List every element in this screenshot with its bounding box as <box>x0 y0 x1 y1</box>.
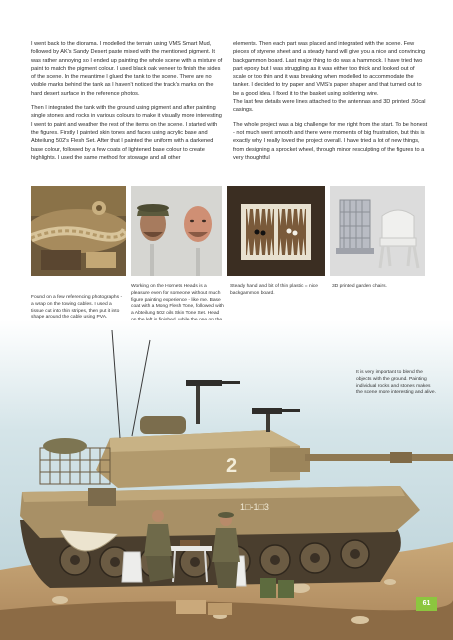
photo-towing-cable <box>31 186 126 276</box>
caption-board: Steady hand and bit of thin plastic = nice backgammon board. <box>230 284 318 296</box>
caption-towing: Found on a few referencing photographs - a wrap on the towing cables. I used a tissue cut into thin stripes, then put it into shape around the cable using PVA. <box>31 295 123 321</box>
paragraph: elements. Then each part was placed and integrated with the scene. Few pieces of styrene sheet and a steady hand will give you a nice and convincing backgammon board. Last major thing to do was a hammock. I have tried two part epoxy but I was struggling as it was either too thick and looked out of scale or too thin and it was breaking when modelled to accommodate the tanker. I decided to try paper and VMS's paper shaper and that turned out to be a good idea. I fixed it to the basket using soldering wire. The last few details were lines attached to the antennas and 3D printed .50cal casings. <box>233 41 426 114</box>
photo-diorama-tank <box>0 320 453 640</box>
hull-number-marking: 1□-1□3 <box>240 502 269 512</box>
photo-printed-chairs <box>330 186 425 276</box>
page-number: 61 <box>416 597 437 611</box>
paragraph: The whole project was a big challenge for me right from the start. To be honest - not much went smooth and there were moments of big frustration, but this is exactly why I really loved the project overall. I have tried a lot of new things, from designing a sprocket wheel, through minor resculpting of the figures to a very thoughtful <box>233 121 428 161</box>
photo-figure-heads <box>131 186 222 276</box>
article-column-right <box>233 40 429 168</box>
photo-backgammon-board <box>227 186 325 276</box>
caption-chairs: 3D printed garden chairs. <box>332 284 387 289</box>
paragraph: I went back to the diorama. I modelled the terrain using VMS Smart Mud, followed by AK's Sandy Desert paste mixed with the mentioned pigment. It was rather annoying so I ended up painting the whole scene with a mixture of paint to match the pigment colour. I used black oak veneer to finish the sides of the scene. In the meantime I glued the tank to the scene. There are no visible marks behind the tank as I haven't noticed the track's marks on the hard desert surface in the reference photos. <box>31 41 223 97</box>
article-column-left <box>31 40 224 168</box>
paragraph: Then I integrated the tank with the ground using pigment and after painting single stones and rocks in various colours to make it visually more interesting I went to paint and weather the rest of the items on the scene. I started with the figures. Firstly I painted skin tones and faces using acrylic base and Abteilung 502's Flesh Set. After that I painted the uniform with a darkened base colour, followed by a few coats of lightened base colour to create highlights. I used the same method for stowage and all other <box>31 105 222 161</box>
caption-heads: Working on the Hornets Heads is a pleasure even for someone without much figure painting experience - like me. Base coat with a Mong Flesh Tone, followed with a Abteilung 502 oils Skin Tone Set. Head <box>131 284 224 317</box>
caption-diorama: It is very important to blend the objects with the ground. Painting individual rocks and stones makes the scene more interesting and alive. <box>356 370 436 396</box>
turret-number-marking: 2 <box>226 455 238 477</box>
